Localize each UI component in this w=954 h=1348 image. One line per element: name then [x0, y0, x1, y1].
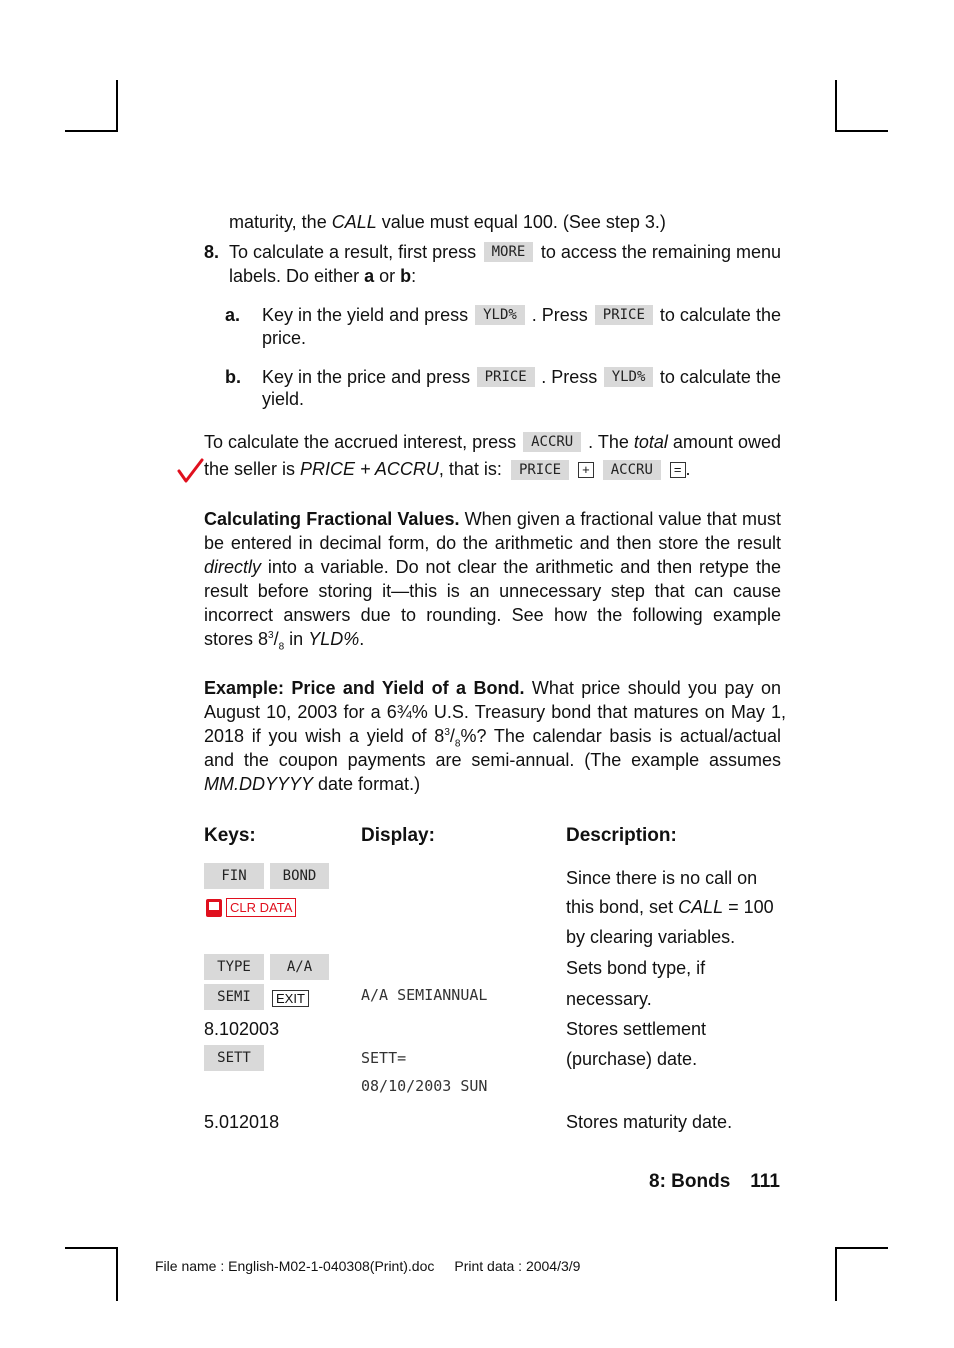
checkmark-icon: [176, 457, 204, 485]
example-heading: Example: Price and Yield of a Bond.: [204, 678, 525, 698]
sub-b-label: b.: [225, 367, 241, 387]
plus-key[interactable]: +: [578, 462, 594, 478]
keys-header: Keys:: [204, 825, 256, 846]
step8-line1: To calculate a result, first press MORE to access the remaining menu: [229, 242, 781, 262]
page-footer: [649, 1170, 780, 1194]
bond-key[interactable]: BOND: [270, 863, 329, 889]
fractional-heading: Calculating Fractional Values.: [204, 509, 460, 529]
equals-key[interactable]: =: [670, 462, 686, 478]
type-key[interactable]: TYPE: [204, 954, 264, 980]
example-line5: MM.DDYYYY date format.): [204, 774, 421, 794]
fractional-line3: directly into a variable. Do not clear the arithmetic and then retype the: [204, 557, 781, 577]
aa-key[interactable]: A/A: [270, 954, 329, 980]
yld-key[interactable]: YLD%: [475, 305, 525, 325]
crop-mark: [65, 130, 118, 132]
example-line1: Example: Price and Yield of a Bond. What price should you pay on: [204, 678, 781, 698]
display-semiannual: A/A SEMIANNUAL: [361, 986, 488, 1004]
display-sett-date: 08/10/2003 SUN: [361, 1077, 488, 1095]
sub-a-line1: Key in the yield and press YLD% . Press PRICE to calculate the: [262, 305, 781, 325]
sub-b-line1: Key in the price and press PRICE . Press YLD% to calculate the: [262, 367, 781, 387]
more-key[interactable]: MORE: [484, 242, 534, 262]
yld-key[interactable]: YLD%: [604, 367, 654, 387]
crop-mark: [116, 1247, 118, 1301]
accrued-line1: To calculate the accrued interest, press ACCRU . The total amount owed: [204, 432, 781, 452]
sett-key[interactable]: SETT: [204, 1045, 264, 1071]
price-key[interactable]: PRICE: [595, 305, 653, 325]
description-text: this bond, set CALL = 100: [566, 897, 774, 917]
example-line2: August 10, 2003 for a 6¾% U.S. Treasury bond that matures on May 1,: [204, 702, 786, 722]
page-number: 111: [750, 1171, 780, 1192]
step7-continuation: maturity, the CALL value must equal 100. (See step 3.): [229, 212, 666, 232]
sub-a-line2: price.: [262, 328, 307, 348]
chapter-label: 8: Bonds: [649, 1171, 731, 1192]
price-key[interactable]: PRICE: [511, 460, 569, 480]
display-header: Display:: [361, 825, 435, 846]
crop-mark: [835, 1247, 888, 1249]
shift-key-icon[interactable]: [206, 899, 222, 917]
maturity-date-entry: 5.012018: [204, 1112, 280, 1132]
sub-a-label: a.: [225, 305, 241, 325]
description-text: (purchase) date.: [566, 1049, 698, 1069]
example-line4: and the coupon payments are semi-annual. (The example assumes: [204, 750, 781, 770]
fractional-line2: be entered in decimal form, do the arithmetic and then store the result: [204, 533, 781, 553]
display-sett: SETT=: [361, 1049, 407, 1067]
description-text: Stores maturity date.: [566, 1112, 733, 1132]
price-key[interactable]: PRICE: [477, 367, 535, 387]
semi-key[interactable]: SEMI: [204, 984, 264, 1010]
fractional-line5: incorrect answers due to rounding. See how the following example: [204, 605, 781, 625]
sub-b-line2: yield.: [262, 389, 305, 409]
settlement-date-entry: 8.102003: [204, 1019, 280, 1039]
description-text: Sets bond type, if: [566, 958, 706, 978]
step-number: 8.: [204, 242, 220, 262]
fractional-line1: Calculating Fractional Values. When given a fractional value that must: [204, 509, 781, 529]
clr-data-key[interactable]: CLR DATA: [226, 898, 296, 917]
description-text: Stores settlement: [566, 1019, 707, 1039]
description-header: Description:: [566, 825, 677, 846]
crop-mark: [65, 1247, 118, 1249]
fractional-line4: result before storing it—this is an unnecessary step that can cause: [204, 581, 781, 601]
crop-mark: [835, 130, 888, 132]
example-line3: 2018 if you wish a yield of $8^3/_8\%$? The calendar basis is actual/actual: [204, 726, 781, 750]
description-text: Since there is no call on: [566, 868, 758, 888]
file-info: File name : English-M02-1-040308(Print).doc Print data : 2004/3/9: [155, 1258, 581, 1274]
crop-mark: [835, 1247, 837, 1301]
accru-key[interactable]: ACCRU: [523, 432, 581, 452]
accru-key[interactable]: ACCRU: [603, 460, 661, 480]
crop-mark: [835, 80, 837, 132]
description-text: necessary.: [566, 989, 652, 1009]
accrued-line2: the seller is PRICE + ACCRU, that is: PRICE + ACCRU = .: [204, 459, 691, 479]
step8-line2: labels. Do either a or b:: [229, 266, 417, 286]
description-text: by clearing variables.: [566, 927, 736, 947]
crop-mark: [116, 80, 118, 132]
fin-key[interactable]: FIN: [204, 863, 264, 889]
fractional-line6: stores $8^3/_8$ in YLD%.: [204, 629, 365, 653]
exit-key[interactable]: EXIT: [272, 990, 309, 1007]
